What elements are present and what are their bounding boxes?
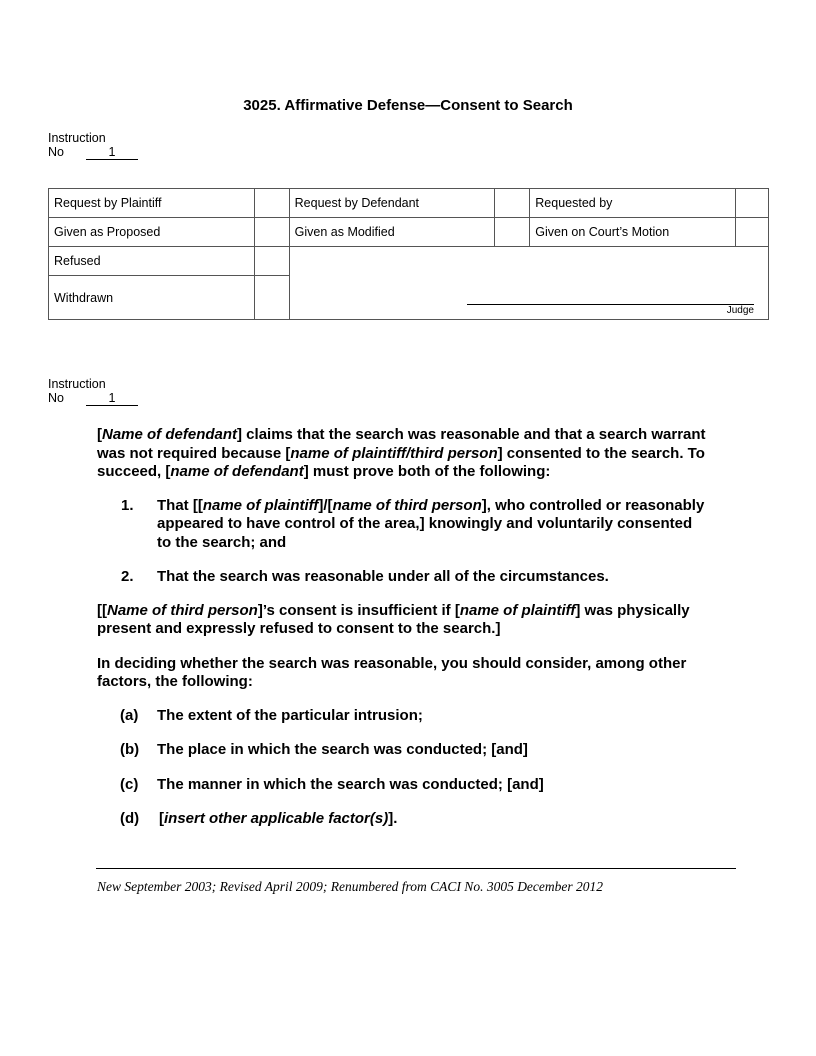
factor-a-text: The extent of the particular intrusion; — [157, 706, 423, 724]
given-as-modified-box[interactable] — [495, 218, 530, 247]
given-as-proposed-label: Given as Proposed — [49, 218, 255, 247]
request-table — [48, 188, 769, 320]
judge-signature-line[interactable] — [467, 304, 754, 305]
instruction-number: 1 — [86, 146, 138, 160]
factor-b-label: (b) — [120, 741, 140, 758]
request-by-defendant-label: Request by Defendant — [289, 189, 495, 218]
element-1: 1. That [[name of plaintiff]/[name of third person], who controlled or reasonably appeared to have control of the area,] knowingly and voluntarily consented to the search; and — [121, 496, 705, 551]
factors-intro: In deciding whether the search was reasonable, you should consider, among other factors, the following: — [97, 654, 687, 690]
element-2-number: 2. — [121, 568, 134, 585]
instruction-number-block-2 — [48, 377, 138, 406]
refused-label: Refused — [49, 247, 255, 276]
factor-b — [97, 741, 707, 760]
element-2-text: That the search was reasonable under all of the circumstances. — [157, 568, 609, 585]
instruction-number-block — [48, 131, 138, 160]
intro-paragraph: [Name of defendant] claims that the search was reasonable and that a search warrant was not required because [name of plaintiff/third person] consented to the search. To succeed, [name of defendant] must prove both of the following: — [97, 426, 706, 480]
given-as-modified-label: Given as Modified — [289, 218, 495, 247]
given-on-courts-motion-label: Given on Court’s Motion — [530, 218, 736, 247]
factor-a-label: (a) — [120, 706, 139, 724]
request-by-plaintiff-box[interactable] — [254, 189, 289, 218]
withdrawn-label: Withdrawn — [49, 276, 255, 320]
factor-d: (d) [insert other applicable factor(s)]. — [120, 810, 398, 827]
request-by-defendant-box[interactable] — [495, 189, 530, 218]
factor-b-text: The place in which the search was conducted; [and] — [157, 741, 528, 758]
element-1-number: 1. — [121, 496, 134, 514]
instruction-body — [97, 426, 707, 829]
refused-box[interactable] — [254, 247, 289, 276]
factor-c-text: The manner in which the search was conducted; [and] — [157, 775, 544, 793]
requested-by-label: Requested by — [530, 189, 736, 218]
instruction-number: 1 — [86, 392, 138, 406]
no-label: No — [48, 145, 64, 159]
request-by-plaintiff-label: Request by Plaintiff — [49, 189, 255, 218]
consent-paragraph: [[Name of third person]’s consent is insufficient if [name of plaintiff] was physically present and expressly refused to consent to the search.] — [97, 601, 690, 637]
factor-c-label: (c) — [120, 775, 139, 793]
element-2 — [97, 568, 707, 587]
footer-divider — [96, 868, 736, 869]
factor-c — [97, 776, 707, 795]
factor-d-label: (d) — [120, 810, 140, 827]
withdrawn-box[interactable] — [254, 276, 289, 320]
given-on-courts-motion-box[interactable] — [735, 218, 768, 247]
factor-a — [97, 707, 707, 726]
given-as-proposed-box[interactable] — [254, 218, 289, 247]
footer-history-note: New September 2003; Revised April 2009; Renumbered from CACI No. 3005 December 2012 — [97, 879, 604, 894]
requested-by-box[interactable] — [735, 189, 768, 218]
instruction-label: Instruction — [48, 377, 106, 391]
page-title: 3025. Affirmative Defense—Consent to Search — [243, 97, 573, 114]
instruction-label: Instruction — [48, 131, 106, 145]
no-label: No — [48, 391, 64, 405]
judge-label: Judge — [726, 305, 754, 316]
judge-signature-area — [289, 247, 768, 320]
